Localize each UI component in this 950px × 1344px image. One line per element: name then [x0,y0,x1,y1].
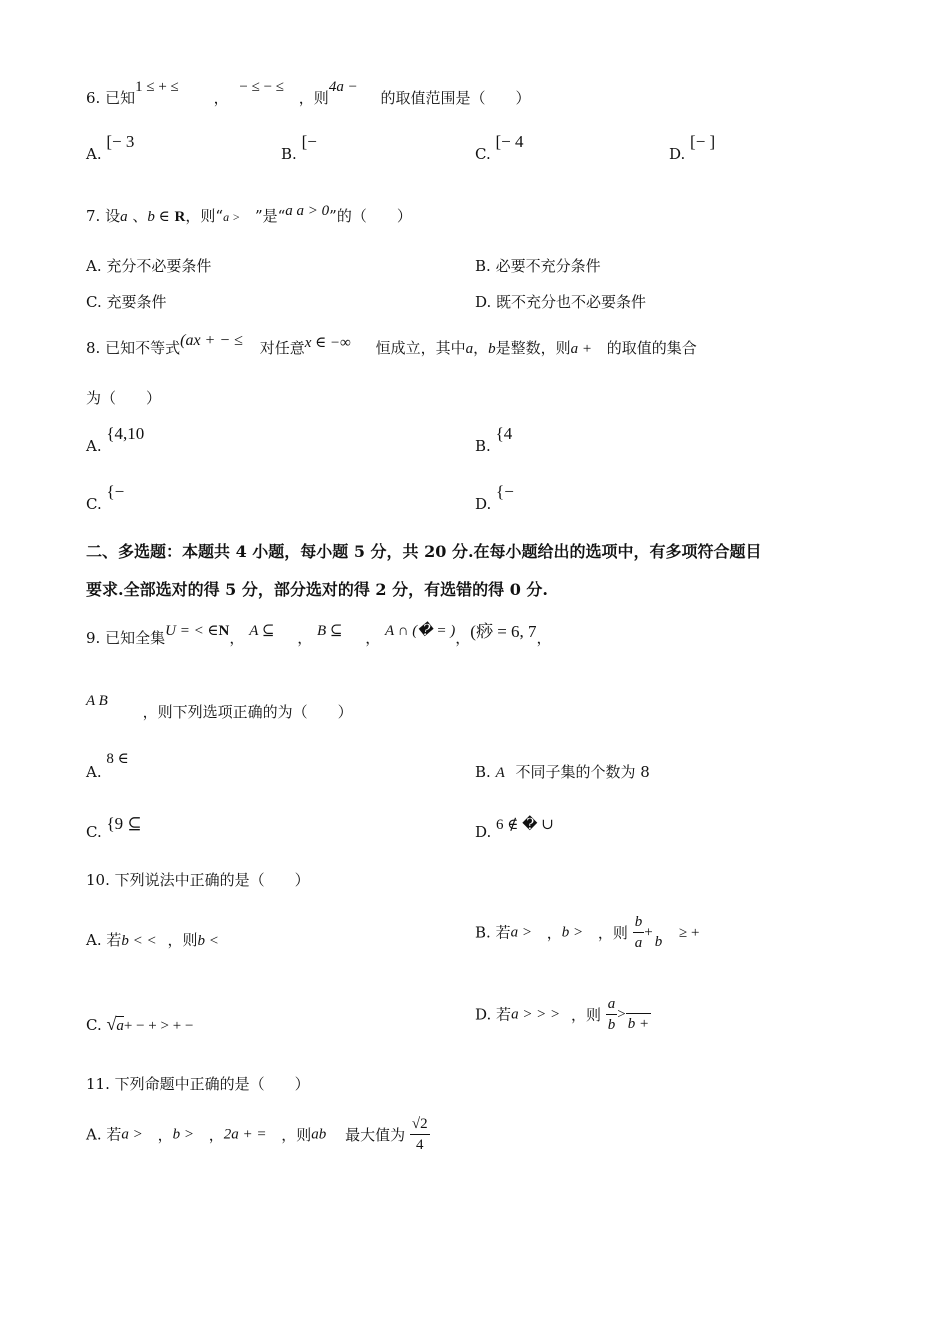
punctuation: ， [455,629,471,647]
math-expression: {4 [495,424,513,443]
option-8-c[interactable] [86,482,125,514]
math-operator: > [617,1006,626,1023]
question-text: 恒成立，其中 [375,339,466,357]
option-text: 最大值为 [345,1125,406,1144]
fraction-numerator: b [634,914,643,930]
question-text: 的取值范围是（ ） [380,89,531,107]
option-label: C. [475,145,491,163]
section-heading-cont [86,580,548,600]
option-label: A. [86,1125,102,1144]
punctuation: ， [157,1125,173,1144]
math-expression: a + [570,341,592,357]
option-label: D. [475,293,492,311]
question-9-line2 [86,693,353,723]
math-expression: A ∩ (� = ) [385,623,456,639]
fraction [606,994,618,1035]
math-expression: + − + > + − [123,1018,194,1034]
math-expression: b > [561,924,584,941]
math-expression: U = < ∈ [165,623,219,639]
math-expression: B ⊆ [316,623,343,639]
fraction-numerator: √2 [411,1116,428,1132]
option-text: 充分不必要条件 [106,257,212,275]
question-9 [86,622,552,649]
option-6-d[interactable] [669,132,716,164]
option-8-a[interactable] [86,424,145,456]
option-text: 充要条件 [106,293,167,311]
option-label: C. [86,495,102,513]
option-7-d[interactable] [475,292,646,312]
option-7-a[interactable] [86,256,211,276]
question-number: 8. [86,339,101,357]
option-7-b[interactable] [475,256,601,276]
punctuation: ， [473,339,489,357]
sqrt-argument: a [116,1018,124,1034]
question-text: 下列命题中正确的是（ ） [114,1075,310,1093]
option-text: 若 [106,1125,122,1144]
option-label: B. [475,257,491,275]
math-expression: a > [121,1126,143,1143]
question-text: ，则“ [185,207,224,225]
fraction [626,995,651,1034]
option-label: B. [475,923,491,942]
fraction-denominator: 4 [410,1134,430,1155]
section-heading-line1: 二、多选题：本题共 4 小题，每小题 5 分，共 20 分.在每小题给出的选项中，有多项符合题目 [86,542,762,561]
option-label: D. [669,145,686,163]
fraction-denominator: b [606,1014,618,1035]
question-text: ”的（ ） [329,207,412,225]
option-label: A. [86,145,102,163]
math-operator: + [644,924,653,941]
option-9-c[interactable] [86,814,142,842]
math-expression: A B [86,693,108,709]
math-expression: [− [301,132,317,151]
option-10-d[interactable] [475,994,651,1038]
math-expression: 6 ∉ � ∪ [496,817,554,833]
math-expression: ab [311,1126,327,1143]
math-expression: 1 ≤ + ≤ [135,79,179,95]
math-expression: 8 ∈ [106,751,129,767]
question-text: 设 [105,207,121,225]
option-8-b[interactable] [475,424,513,456]
math-expression: (痧 = 6, 7 [470,622,537,641]
math-expression: {− [496,482,514,501]
option-9-d[interactable] [475,817,554,843]
option-10-a[interactable] [86,930,219,951]
option-text: 不同子集的个数为 8 [515,763,650,781]
math-expression: − ≤ − ≤ [239,79,285,95]
math-var: a [120,209,128,225]
option-6-a[interactable] [86,132,135,164]
option-9-a[interactable] [86,751,129,783]
fraction-denominator: b + [626,1013,651,1034]
question-11 [86,1074,310,1094]
option-label: B. [475,437,491,455]
question-number: 6. [86,89,101,107]
math-expression: [− 3 [106,132,135,151]
question-number: 9. [86,629,101,647]
math-expression: {− [106,482,125,501]
math-var: a [465,341,474,357]
question-text: 的取值的集合 [606,339,697,357]
question-number: 7. [86,207,101,225]
question-text: 已知全集 [105,629,166,647]
punctuation: ， [297,629,313,647]
punctuation: ， [213,89,229,107]
math-expression: (ax + − ≤ [180,332,243,349]
question-8-line2 [86,388,161,408]
fraction [653,914,665,952]
option-text: 若 [106,931,122,949]
math-expression: 2a + = [223,1126,267,1143]
fraction-numerator: a [607,996,616,1012]
fraction [633,912,645,953]
math-expression: {9 ⊆ [106,814,142,833]
question-8 [86,332,697,359]
option-label: A. [86,257,102,275]
punctuation: ， [365,629,381,647]
section-heading-line2: 要求.全部选对的得 5 分，部分选对的得 2 分，有选错的得 0 分. [86,580,548,599]
math-expression: 4a − [328,79,358,95]
option-text: 若 [495,923,511,942]
option-text: ，则 [597,923,628,942]
fraction-denominator: a [633,932,645,953]
math-expression: b < < [121,933,157,949]
question-text: ，则 [298,89,329,107]
question-text: 下列说法中正确的是（ ） [114,871,310,889]
fraction-numerator [653,914,665,932]
math-set: N [218,623,230,639]
option-text: ，则 [570,1005,601,1024]
option-label: A. [86,931,102,949]
option-10-b[interactable] [475,912,699,956]
option-text: 若 [496,1005,512,1024]
option-8-d[interactable] [475,482,514,514]
math-var: A [495,765,505,781]
question-number: 11. [86,1075,110,1093]
section-heading [86,542,762,562]
math-set: R [174,209,186,225]
option-6-b[interactable] [281,132,317,164]
math-expression: a a > 0 [285,203,330,219]
option-9-b[interactable] [475,762,650,783]
question-number: 10. [86,871,110,889]
question-7 [86,203,412,227]
option-11-a[interactable] [86,1114,430,1164]
option-label: D. [475,823,492,841]
option-text: ， [546,923,562,942]
math-expression: a > [510,924,532,941]
option-label: D. [475,1005,492,1024]
math-expression: b > [172,1126,194,1143]
math-var: b ∈ [147,209,170,225]
option-text: 既不充分也不必要条件 [496,293,647,311]
option-text: 必要不充分条件 [495,257,601,275]
math-expression: ≥ + [678,924,700,941]
punctuation: ， [536,629,552,647]
punctuation: ， [208,1125,224,1144]
question-6 [86,79,531,109]
question-text: ”是“ [254,207,286,225]
math-var: b [488,341,496,357]
option-text: ，则 [281,1125,312,1144]
math-expression: a > > > [511,1006,561,1023]
fraction-numerator [626,995,651,1013]
option-label: C. [86,823,102,841]
question-text: 已知不等式 [105,339,181,357]
option-6-c[interactable] [475,132,524,164]
math-expression: x ∈ −∞ [304,335,351,351]
fraction [410,1114,430,1155]
math-expression: a > [223,210,241,224]
question-text: 为（ ） [86,389,162,407]
fraction-denominator: b [654,933,663,950]
question-text: 是整数，则 [495,339,571,357]
option-7-c[interactable] [86,292,167,312]
question-10 [86,870,310,890]
punctuation: 、 [132,207,148,225]
option-label: C. [86,1016,102,1034]
question-text: 对任意 [259,339,305,357]
option-label: B. [475,763,491,781]
math-expression: A ⊆ [249,623,275,639]
math-expression: b < [197,933,219,949]
option-label: A. [86,763,102,781]
option-label: C. [86,293,102,311]
math-expression: {4,10 [106,424,145,443]
option-label: B. [281,145,297,163]
option-text: ，则 [167,931,198,949]
option-10-c[interactable] [86,1014,193,1036]
math-expression: [− 4 [495,132,524,151]
math-expression: [− ] [690,132,716,151]
question-text: ，则下列选项正确的为（ ） [142,703,353,721]
sqrt-symbol: √ [106,1014,117,1034]
option-label: A. [86,437,102,455]
question-text: 已知 [105,89,136,107]
punctuation: ， [229,629,245,647]
option-label: D. [475,495,492,513]
